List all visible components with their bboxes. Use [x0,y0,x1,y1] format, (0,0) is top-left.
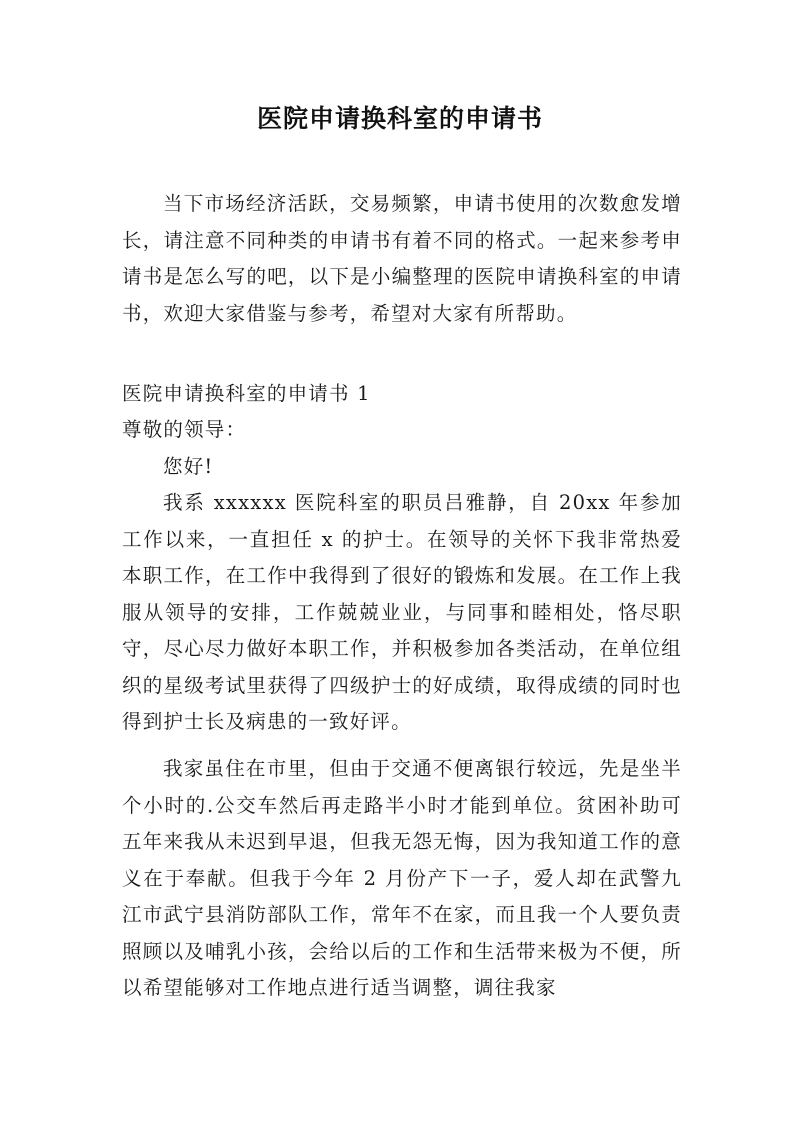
salutation: 尊敬的领导： [122,418,247,441]
body-paragraph: 我家虽住在市里，但由于交通不便离银行较远，先是坐半个小时的.公交车然后再走路半小时才能到单位。贫困补助可五年来我从未迟到早退，但我无怨无悔，因为我知道工作的意义在于奉献。但我于今年 2 月份产下一子，爱人却在武警九江市武宁县消防部队工作，常年不在家，而且我一个人要负责照顾以及哺乳小孩，会给以后的工作和生活带来极为不便，所以希望能够对工作地点进行适当调整，调往我家 [122,757,682,999]
greeting: 您好! [163,455,214,478]
intro-paragraph: 当下市场经济活跃，交易频繁，申请书使用的次数愈发增长，请注意不同种类的申请书有着不同的格式。一起来参考申请书是怎么写的吧，以下是小编整理的医院申请换科室的申请书，欢迎大家借鉴与参考，希望对大家有所帮助。 [122,192,682,325]
body-paragraph: 我系 xxxxxx 医院科室的职员吕雅静，自 20xx 年参加工作以来，一直担任 x 的护士。在领导的关怀下我非常热爱本职工作，在工作中我得到了很好的锻炼和发展。在工作上我服从领导的安排，工作兢兢业业，与同事和睦相处，恪尽职守，尽心尽力做好本职工作，并积极参加各类活动，在单位组织的星级考试里获得了四级护士的好成绩，取得成绩的同时也得到护士长及病患的一致好评。 [122,491,682,733]
section-heading: 医院申请换科室的申请书 1 [122,382,371,405]
document-title: 医院申请换科室的申请书 [256,104,543,133]
